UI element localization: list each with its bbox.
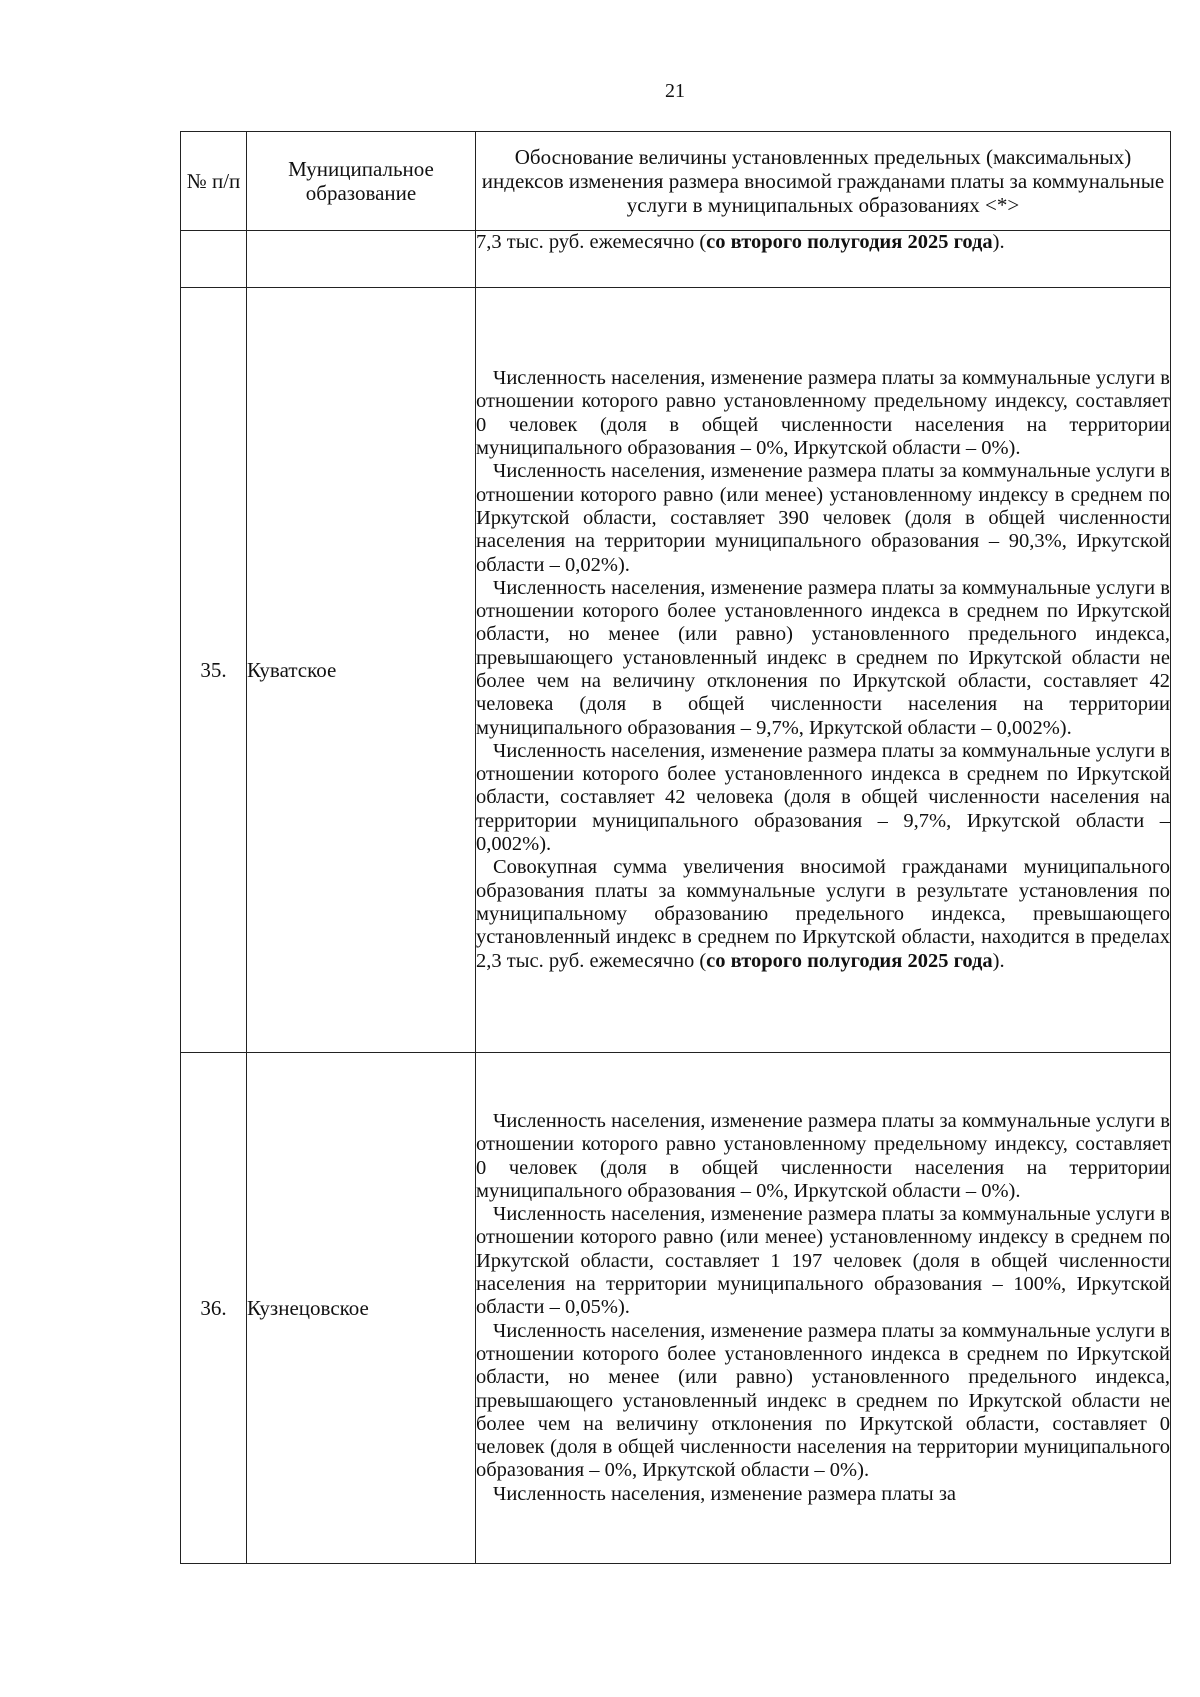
cell-num-empty	[181, 231, 247, 288]
cell-municipality-empty	[247, 231, 476, 288]
justification-paragraph: Численность населения, изменение размера платы за коммунальные услуги в отношении которого равно установленному предельному индексу, составляет 0 человек (доля в общей численности населения на территории муниципального образования – 0%, Иркутской области – 0%).	[476, 1109, 1170, 1202]
continuation-end: ).	[992, 231, 1005, 253]
header-num: № п/п	[181, 132, 247, 231]
page-number: 21	[665, 80, 685, 102]
justification-paragraph: Численность населения, изменение размера платы за коммунальные услуги в отношении которого равно установленному предельному индексу, составляет 0 человек (доля в общей численности населения на территории муниципального образования – 0%, Иркутской области – 0%).	[476, 367, 1170, 460]
justification-table	[180, 131, 1171, 1564]
table-row	[181, 1053, 1171, 1564]
summary-bold: со второго полугодия 2025 года	[706, 949, 993, 972]
row-number: 35.	[181, 288, 247, 1053]
justification-paragraph: Численность населения, изменение размера платы за коммунальные услуги в отношении которого более установленного индекса в среднем по Иркутской области, составляет 42 человека (доля в общей численности населения на территории муниципального образования – 9,7%, Иркутской области – 0,002%).	[476, 739, 1170, 856]
justification-paragraph: Численность населения, изменение размера платы за	[493, 1482, 957, 1505]
summary-text: Совокупная сумма увеличения вносимой гражданами муниципального образования платы за коммунальные услуги в результате установления по муниципальному образованию предельного индекса, превышающего установленный индекс в среднем по Иркутской области, находится в пределах 2,3 тыс. руб. ежемесячно (	[476, 856, 1170, 972]
justification-cell	[476, 1053, 1171, 1564]
table-row-continuation	[181, 231, 1171, 288]
justification-paragraph: Численность населения, изменение размера платы за коммунальные услуги в отношении которого равно (или менее) установленному индексу в среднем по Иркутской области, составляет 390 человек (доля в общей численности населения на территории муниципального образования – 90,3%, Иркутской области – 0,02%).	[476, 460, 1170, 576]
header-justification: Обоснование величины установленных предельных (максимальных) индексов изменения размера вносимой гражданами платы за коммунальные услуги в муниципальных образованиях <*>	[476, 132, 1171, 231]
justification-cell	[476, 288, 1171, 1053]
summary-end: ).	[992, 949, 1005, 972]
continuation-bold: со второго полугодия 2025 года	[706, 231, 993, 253]
cell-justification-continuation	[476, 231, 1171, 288]
summary-paragraph	[476, 856, 1170, 972]
table-header-row	[181, 132, 1171, 231]
justification-paragraph: Численность населения, изменение размера платы за коммунальные услуги в отношении которого равно (или менее) установленному индексу в среднем по Иркутской области, составляет 1 197 человек (доля в общей численности населения на территории муниципального образования – 100%, Иркутской области – 0,05%).	[476, 1203, 1170, 1319]
continuation-text: 7,3 тыс. руб. ежемесячно (	[476, 231, 707, 253]
justification-paragraph: Численность населения, изменение размера платы за коммунальные услуги в отношении которого более установленного индекса в среднем по Иркутской области, но менее (или равно) установленного предельного индекса, превышающего установленный индекс в среднем по Иркутской области не более чем на величину отклонения по Иркутской области, составляет 42 человека (доля в общей численности населения на территории муниципального образования – 9,7%, Иркутской области – 0,002%).	[476, 576, 1170, 739]
header-municipality: Муниципальное образование	[247, 132, 476, 231]
continuation-paragraph	[476, 231, 1170, 254]
table-row	[181, 288, 1171, 1053]
justification-paragraph: Численность населения, изменение размера платы за коммунальные услуги в отношении которого более установленного индекса в среднем по Иркутской области, но менее (или равно) установленного предельного индекса, превышающего установленный индекс в среднем по Иркутской области не более чем на величину отклонения по Иркутской области, составляет 0 человек (доля в общей численности населения на территории муниципального образования – 0%, Иркутской области – 0%).	[476, 1319, 1170, 1482]
municipality-name: Кузнецовское	[247, 1053, 476, 1564]
municipality-name: Куватское	[247, 288, 476, 1053]
row-number: 36.	[181, 1053, 247, 1564]
